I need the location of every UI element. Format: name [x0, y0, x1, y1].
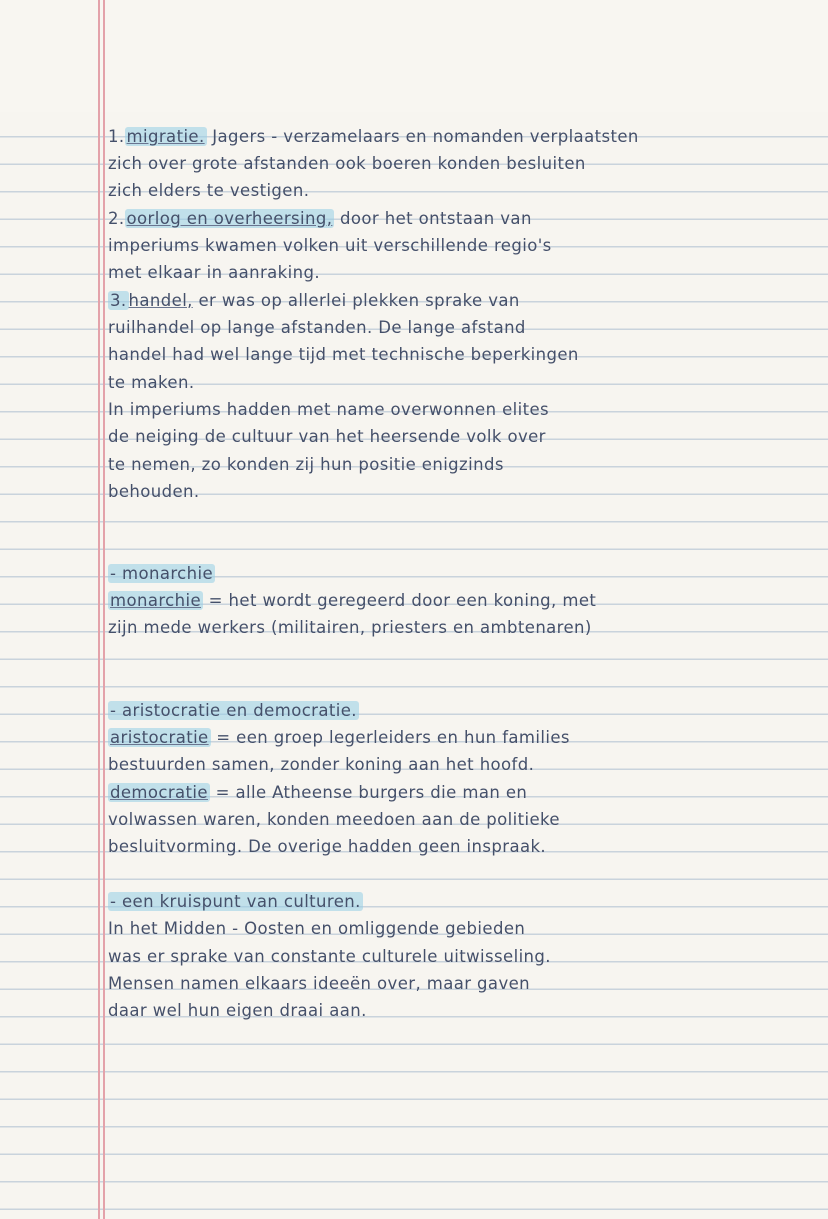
line-text: met elkaar in aanraking.: [108, 263, 320, 282]
line-text: zijn mede werkers (militairen, priesters en ambtenaren): [108, 618, 592, 637]
note-line: [108, 423, 818, 451]
highlighted-term: aristocratie: [110, 728, 209, 747]
line-text: imperiums kwamen volken uit verschillende regio's: [108, 236, 552, 255]
line-text: ruilhandel op lange afstanden. De lange afstand: [108, 318, 526, 337]
line-text: besluitvorming. De overige hadden geen inspraak.: [108, 837, 547, 856]
highlighted-term: handel,: [128, 291, 193, 310]
highlighted-term: democratie: [110, 783, 208, 802]
line-text: handel had wel lange tijd met technische beperkingen: [108, 345, 579, 364]
line-text: zich elders te vestigen.: [108, 181, 310, 200]
line-text: te maken.: [108, 373, 195, 392]
note-line: [108, 287, 818, 315]
note-line: [108, 177, 818, 205]
line-text: = het wordt geregeerd door een koning, met: [203, 591, 597, 610]
line-text: zich over grote afstanden ook boeren konden besluiten: [108, 154, 586, 173]
note-line: [108, 369, 818, 397]
note-line: [108, 751, 818, 779]
note-line: [108, 997, 818, 1025]
line-text: = een groep legerleiders en hun families: [210, 728, 570, 747]
line-text: bestuurden samen, zonder koning aan het hoofd.: [108, 755, 535, 774]
line-text: daar wel hun eigen draai aan.: [108, 1001, 367, 1020]
section-heading: - aristocratie en democratie.: [110, 701, 357, 720]
note-line: [108, 861, 818, 889]
section-heading: - een kruispunt van culturen.: [110, 892, 361, 911]
page-header-blank: [0, 0, 828, 112]
note-line: [108, 697, 818, 725]
highlighted-term: migratie.: [126, 127, 205, 146]
line-text: te nemen, zo konden zij hun positie enigzinds: [108, 455, 504, 474]
note-line: [108, 833, 818, 861]
section-heading: - monarchie: [110, 564, 214, 583]
note-line: [108, 505, 818, 533]
line-text: de neiging de cultuur van het heersende volk over: [108, 427, 546, 446]
line-text: door het ontstaan van: [334, 209, 532, 228]
note-line: [108, 232, 818, 260]
note-line: [108, 614, 818, 642]
line-text: volwassen waren, konden meedoen aan de politieke: [108, 810, 560, 829]
margin-line-left: [98, 0, 100, 1219]
line-text: Jagers - verzamelaars en nomanden verplaatsten: [206, 127, 639, 146]
note-line: [108, 205, 818, 233]
note-line: [108, 123, 818, 151]
list-number: 1.: [108, 127, 125, 146]
note-line: [108, 259, 818, 287]
note-line: [108, 888, 818, 916]
note-line: [108, 779, 818, 807]
line-text: In het Midden - Oosten en omliggende gebieden: [108, 919, 526, 938]
line-text: was er sprake van constante culturele uitwisseling.: [108, 947, 551, 966]
note-line: [108, 451, 818, 479]
note-line: [108, 150, 818, 178]
note-line: [108, 314, 818, 342]
highlighted-term: oorlog en overheersing,: [126, 209, 333, 228]
line-text: behouden.: [108, 482, 200, 501]
list-number: 2.: [108, 209, 125, 228]
note-line: [108, 341, 818, 369]
line-text: Mensen namen elkaars ideeën over, maar gaven: [108, 974, 531, 993]
note-line: [108, 943, 818, 971]
note-line: [108, 970, 818, 998]
list-number: 3.: [110, 291, 127, 310]
highlighted-term: monarchie: [110, 591, 202, 610]
margin-line-right: [103, 0, 105, 1219]
note-line: [108, 587, 818, 615]
line-text: In imperiums hadden met name overwonnen elites: [108, 400, 550, 419]
note-line: [108, 806, 818, 834]
note-line: [108, 724, 818, 752]
line-text: = alle Atheense burgers die man en: [209, 783, 528, 802]
note-line: [108, 560, 818, 588]
note-line: [108, 478, 818, 506]
note-line: [108, 396, 818, 424]
note-line: [108, 915, 818, 943]
note-line: [108, 642, 818, 670]
line-text: er was op allerlei plekken sprake van: [192, 291, 520, 310]
